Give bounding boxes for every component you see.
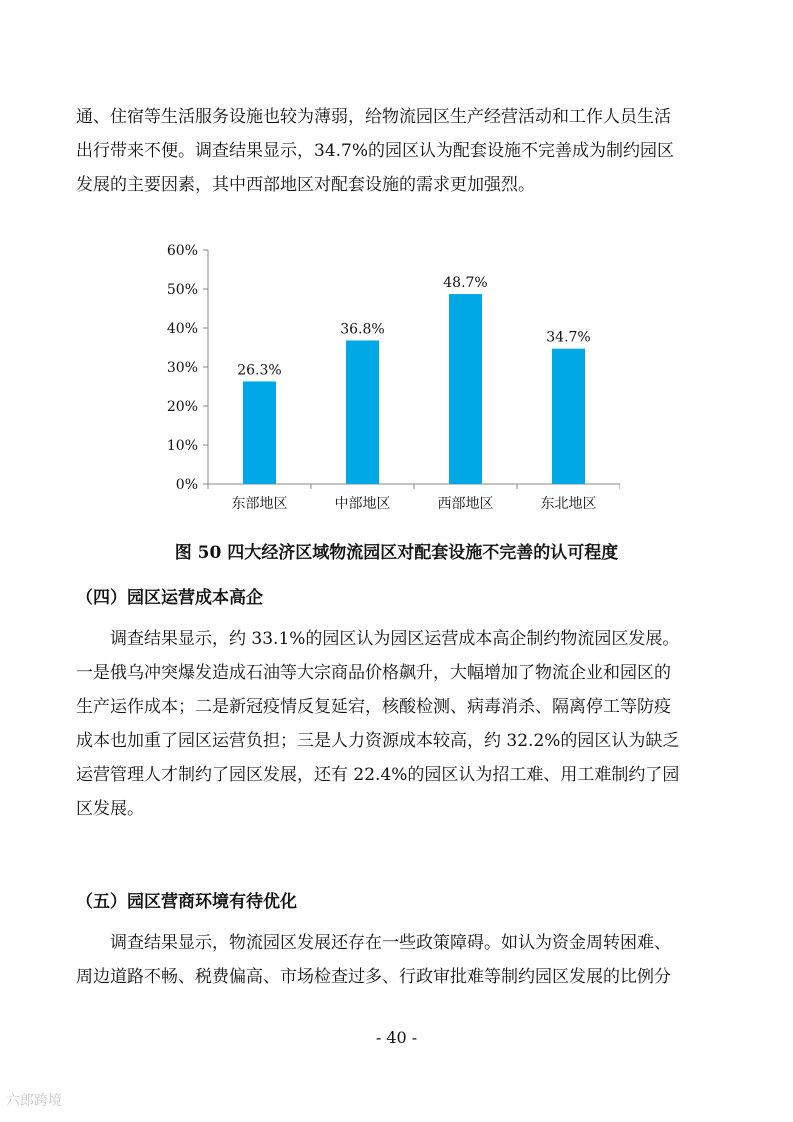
intro-paragraph	[76, 100, 726, 202]
data-label: 48.7%	[443, 275, 488, 292]
text-line: 通、住宿等生活服务设施也较为薄弱，给物流园区生产经营活动和工作人员生活	[76, 107, 671, 127]
y-tick-label: 40%	[166, 321, 198, 337]
text-line: 生产运作成本；二是新冠疫情反复延宕，核酸检测、病毒消杀、隔离停工等防疫	[76, 697, 671, 717]
watermark: 六郎跨境	[6, 1093, 62, 1109]
x-tick-label: 东北地区	[540, 496, 597, 512]
x-tick-label: 东部地区	[231, 496, 288, 512]
text-line: 出行带来不便。调查结果显示，34.7%的园区认为配套设施不完善成为制约园区	[76, 141, 675, 161]
text-line: 调查结果显示，约 33.1%的园区认为园区运营成本高企制约物流园区发展。	[110, 629, 680, 649]
y-tick-label: 10%	[166, 438, 198, 454]
text-line: 调查结果显示，物流园区发展还存在一些政策障碍。如认为资金周转困难、	[110, 933, 671, 953]
figure-caption: 图 50 四大经济区域物流园区对配套设施不完善的认可程度	[174, 543, 619, 563]
section-heading-operating-cost: （四）园区运营成本高企	[76, 588, 263, 608]
operating-cost-paragraph	[76, 622, 726, 826]
y-tick-label: 50%	[166, 282, 198, 298]
text-line: 区发展。	[76, 799, 144, 819]
business-environment-paragraph	[76, 926, 726, 994]
section-heading-business-environment: （五）园区营商环境有待优化	[76, 892, 297, 912]
y-tick-label: 0%	[175, 477, 198, 493]
text-line: 运营管理人才制约了园区发展，还有 22.4%的园区认为招工难、用工难制约了园	[76, 765, 680, 785]
bar	[346, 340, 379, 484]
data-label: 26.3%	[237, 362, 282, 379]
y-tick-label: 20%	[166, 399, 198, 415]
y-tick-label: 60%	[166, 243, 198, 259]
x-tick-label: 中部地区	[334, 496, 391, 512]
data-label: 34.7%	[546, 329, 591, 346]
text-line: 成本也加重了园区运营负担；三是人力资源成本较高，约 32.2%的园区认为缺乏	[76, 731, 680, 751]
data-label: 36.8%	[340, 321, 385, 338]
bar	[243, 381, 276, 484]
x-tick-label: 西部地区	[437, 496, 494, 512]
text-line: 发展的主要因素，其中西部地区对配套设施的需求更加强烈。	[76, 175, 535, 195]
bar	[552, 349, 585, 484]
y-tick-label: 30%	[166, 360, 198, 376]
text-line: 一是俄乌冲突爆发造成石油等大宗商品价格飙升，大幅增加了物流企业和园区的	[76, 663, 671, 683]
bar	[449, 294, 482, 484]
page-number: - 40 -	[375, 1028, 418, 1047]
bar-chart	[150, 238, 620, 520]
text-line: 周边道路不畅、税费偏高、市场检查过多、行政审批难等制约园区发展的比例分	[76, 967, 671, 987]
